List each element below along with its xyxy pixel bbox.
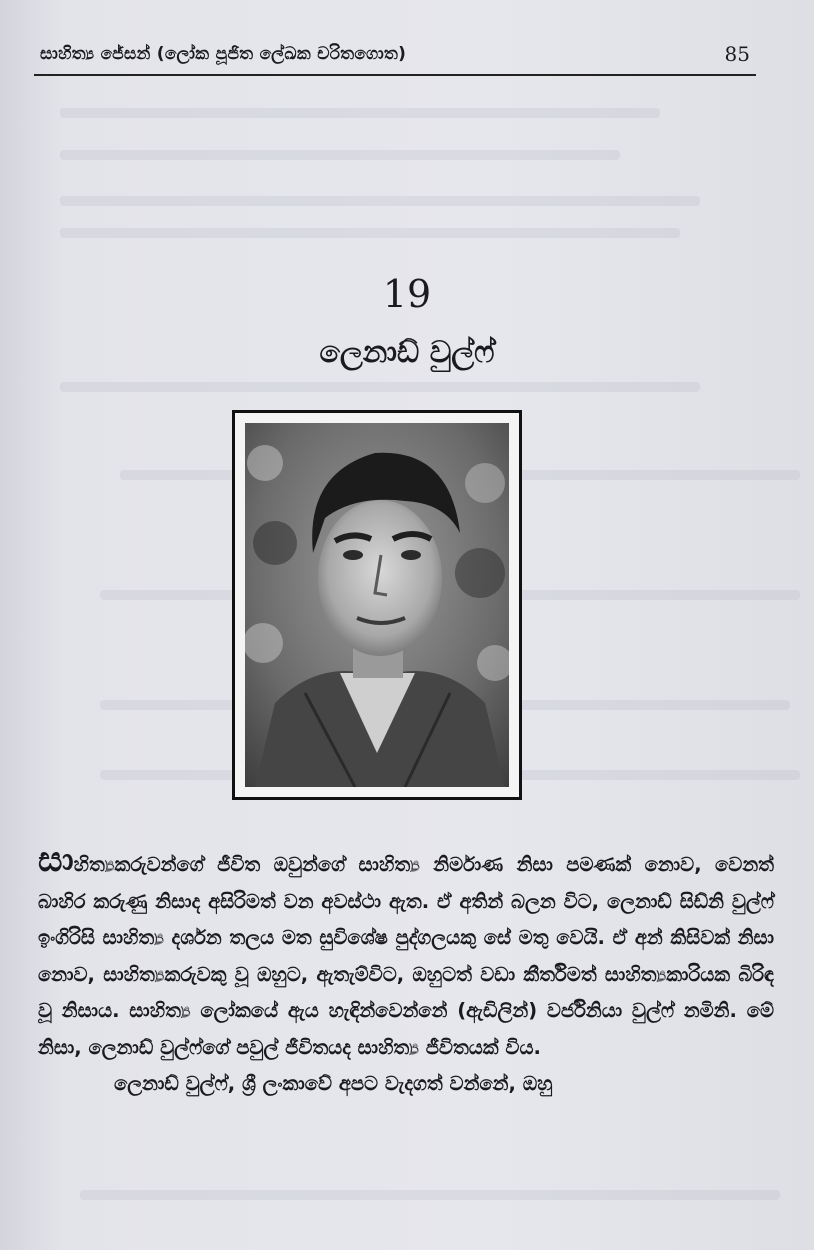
chapter-title: ලෙනාඩ් වුල්ෆ් — [319, 335, 495, 370]
portrait-photo-icon — [245, 423, 509, 787]
paragraph-2-text: ලෙනාඩ් වුල්ෆ්, ශ්‍රී ලංකාවේ අපට වැදගත් වන්නේ, ඔහු — [114, 1072, 553, 1095]
page-number: 85 — [724, 42, 750, 66]
paragraph-2 — [38, 1066, 774, 1103]
drop-cap: සා — [38, 840, 74, 880]
paragraph-1 — [38, 842, 774, 1066]
paragraph-1-text: හිත්‍යකරුවන්ගේ ජීවිත ඔවුන්ගේ සාහිත්‍ය නිර්මාණ නිසා පමණක් නොව, වෙනත් බාහිර කරුණු නිසාද අසිරිමත් වන අවස්ථා ඇත. ඒ අතින් බලන විට, ලෙනාඩ් සිඩ්නි වුල්ෆ් ඉංගිරිසි සාහිත්‍ය දර්ශන තලය මත සුවිශේෂ පුද්ගලයකු සේ මතු වෙයි. ඒ අන් කිසිවක් නිසා නොව, සාහිත්‍යකරුවකු වූ ඔහුට, ඇතැම්විට, ඔහුටත් වඩා කීර්තිමත් සාහිත්‍යකාරියක බිරිඳ වූ නිසාය. සාහිත්‍ය ලෝකයේ ඇය හැඳින්වෙන්නේ (ඇඩිලින්) වර්ජිනියා වුල්ෆ් නමිනි. මේ නිසා, ලෙනාඩ් වුල්ෆ්ගේ පවුල් ජීවිතයද සාහිත්‍ය ජීවිතයක් විය. — [38, 853, 774, 1059]
body-text — [38, 842, 774, 1103]
running-head: සාහිත්‍ය ජේසන් (ලෝක පූජිත ලේඛක චරිතගොත) — [40, 44, 407, 64]
chapter-number: 19 — [382, 272, 432, 316]
page-header — [34, 36, 756, 76]
portrait-photo-frame — [232, 410, 522, 800]
